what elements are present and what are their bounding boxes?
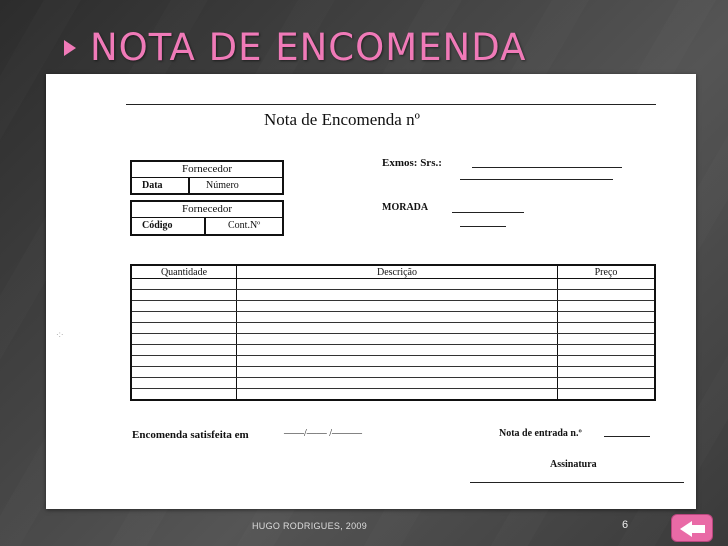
- contract-label: Cont.Nº: [228, 220, 261, 231]
- code-label: Código: [132, 218, 206, 234]
- table-row: [131, 367, 655, 378]
- supplier-box-date: [130, 160, 284, 195]
- morada-label: MORADA: [382, 202, 429, 213]
- table-row: [131, 290, 655, 301]
- top-rule: [126, 104, 656, 105]
- supplier-header: Fornecedor: [132, 162, 282, 178]
- footer-author: HUGO RODRIGUES, 2009: [252, 521, 368, 531]
- exmos-label: Exmos: Srs.:: [382, 157, 442, 169]
- table-row: [131, 279, 655, 290]
- number-label: Número: [206, 180, 239, 191]
- table-row: [131, 345, 655, 356]
- table-row: [131, 312, 655, 323]
- nota-entrada-label: Nota de entrada n.º: [499, 428, 582, 439]
- supplier-header: Fornecedor: [132, 202, 282, 218]
- table-row: [131, 323, 655, 334]
- order-items-table: [130, 264, 656, 401]
- form-title: Nota de Encomenda nº: [264, 110, 420, 129]
- nota-entrada-line: [604, 436, 650, 437]
- date-label: Data: [132, 178, 190, 194]
- signature-line: [470, 482, 684, 483]
- back-arrow-icon[interactable]: [671, 514, 713, 542]
- table-row: [131, 389, 655, 401]
- table-row: [131, 356, 655, 367]
- col-quantity: Quantidade: [131, 265, 237, 279]
- title-bullet-icon: [64, 40, 76, 56]
- col-price: Preço: [558, 265, 656, 279]
- encomenda-label: Encomenda satisfeita em: [132, 429, 249, 441]
- table-row: [131, 301, 655, 312]
- page-number: 6: [622, 519, 629, 531]
- morada-line: [452, 212, 524, 213]
- order-form-image: [46, 74, 696, 509]
- arrow-tail: [691, 525, 705, 533]
- supplier-box-code: [130, 200, 284, 236]
- slide-title: NOTA DE ENCOMENDA: [90, 26, 527, 69]
- table-row: [131, 378, 655, 389]
- assinatura-label: Assinatura: [550, 459, 597, 470]
- exmos-line: [472, 167, 622, 168]
- encomenda-date: ——/—— /———: [284, 428, 363, 439]
- morada-line-2: [460, 226, 506, 227]
- scan-speck: ·:·: [56, 330, 64, 339]
- col-description: Descrição: [237, 265, 558, 279]
- exmos-line-2: [460, 179, 613, 180]
- table-row: [131, 334, 655, 345]
